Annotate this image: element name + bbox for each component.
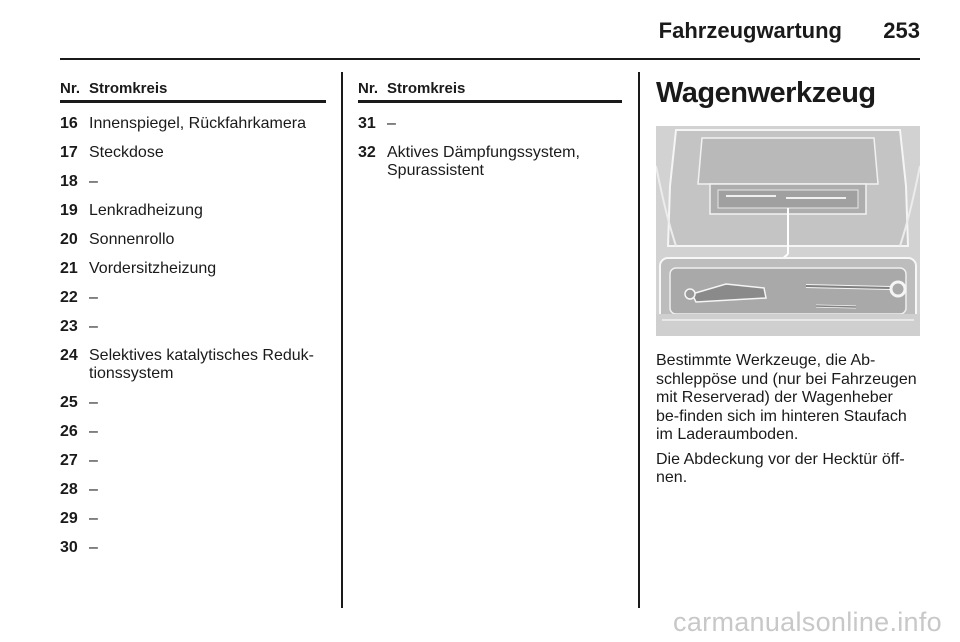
fuse-circuit: –	[89, 289, 98, 306]
fuse-number: 20	[60, 231, 78, 248]
table-row	[60, 419, 326, 448]
fuse-number: 29	[60, 510, 78, 527]
fuse-number: 24	[60, 347, 78, 364]
section-tools	[656, 78, 920, 488]
trunk-tools-illustration	[656, 126, 920, 336]
table-row	[60, 343, 326, 390]
table-row	[60, 477, 326, 506]
page-header	[60, 18, 920, 48]
header-rule	[60, 58, 920, 60]
fuse-circuit: Innenspiegel, Rückfahrkamera	[89, 115, 307, 132]
column-divider-2	[638, 72, 640, 608]
fuse-circuit: –	[89, 452, 98, 469]
fuse-table-left	[60, 78, 326, 564]
table-row	[60, 506, 326, 535]
fuse-circuit: Aktives Dämpfungssystem, Spurassistent	[387, 144, 580, 179]
col-header-circuit: Stromkreis	[89, 80, 168, 97]
fuse-number: 26	[60, 423, 78, 440]
fuse-number: 25	[60, 394, 78, 411]
fuse-number: 30	[60, 539, 78, 556]
header-title: Fahrzeugwartung	[658, 18, 842, 43]
table-row	[60, 314, 326, 343]
table-header	[358, 78, 622, 103]
table-header	[60, 78, 326, 103]
fuse-number: 21	[60, 260, 78, 277]
table-row	[60, 535, 326, 564]
section-title: Wagenwerkzeug	[656, 77, 876, 109]
trunk-illustration-svg	[656, 126, 920, 336]
watermark: carmanualsonline.info	[673, 607, 942, 637]
table-row	[60, 256, 326, 285]
fuse-rows-right	[358, 111, 622, 187]
col-header-circuit: Stromkreis	[387, 80, 466, 97]
table-row	[358, 140, 622, 187]
fuse-circuit: Vordersitzheizung	[89, 260, 217, 277]
table-row	[60, 227, 326, 256]
fuse-circuit: Selektives katalytisches Reduk-tionssystem	[89, 347, 314, 382]
fuse-circuit: Sonnenrollo	[89, 231, 175, 248]
fuse-number: 17	[60, 144, 78, 161]
fuse-number: 16	[60, 115, 78, 132]
fuse-circuit: –	[89, 539, 98, 556]
table-row	[60, 285, 326, 314]
table-row	[60, 169, 326, 198]
fuse-number: 31	[358, 115, 376, 132]
fuse-number: 32	[358, 144, 376, 161]
column-divider-1	[341, 72, 343, 608]
fuse-circuit: Lenkradheizung	[89, 202, 203, 219]
fuse-circuit: –	[387, 115, 396, 132]
fuse-number: 22	[60, 289, 78, 306]
fuse-circuit: –	[89, 394, 98, 411]
table-row	[358, 111, 622, 140]
fuse-number: 27	[60, 452, 78, 469]
fuse-table-right	[358, 78, 622, 187]
fuse-circuit: –	[89, 481, 98, 498]
fuse-circuit: –	[89, 423, 98, 440]
fuse-rows-left	[60, 111, 326, 564]
table-row	[60, 448, 326, 477]
fuse-circuit: Steckdose	[89, 144, 164, 161]
col-header-nr: Nr.	[60, 80, 81, 97]
col-header-nr: Nr.	[358, 80, 379, 97]
fuse-number: 23	[60, 318, 78, 335]
fuse-circuit: –	[89, 318, 98, 335]
fuse-number: 18	[60, 173, 78, 190]
paragraph-tools-location: Bestimmte Werkzeuge, die Ab-schleppöse und (nur bei Fahrzeugen mit Reserverad) der Wagenheber be-finden sich im hinteren Staufach im Laderaumboden.	[656, 352, 917, 443]
paragraph-open-cover: Die Abdeckung vor der Hecktür öff-nen.	[656, 450, 905, 486]
table-row	[60, 198, 326, 227]
fuse-circuit: –	[89, 510, 98, 527]
table-row	[60, 140, 326, 169]
page-number: 253	[883, 18, 920, 43]
fuse-number: 28	[60, 481, 78, 498]
fuse-circuit: –	[89, 173, 98, 190]
fuse-number: 19	[60, 202, 78, 219]
table-row	[60, 111, 326, 140]
table-row	[60, 390, 326, 419]
